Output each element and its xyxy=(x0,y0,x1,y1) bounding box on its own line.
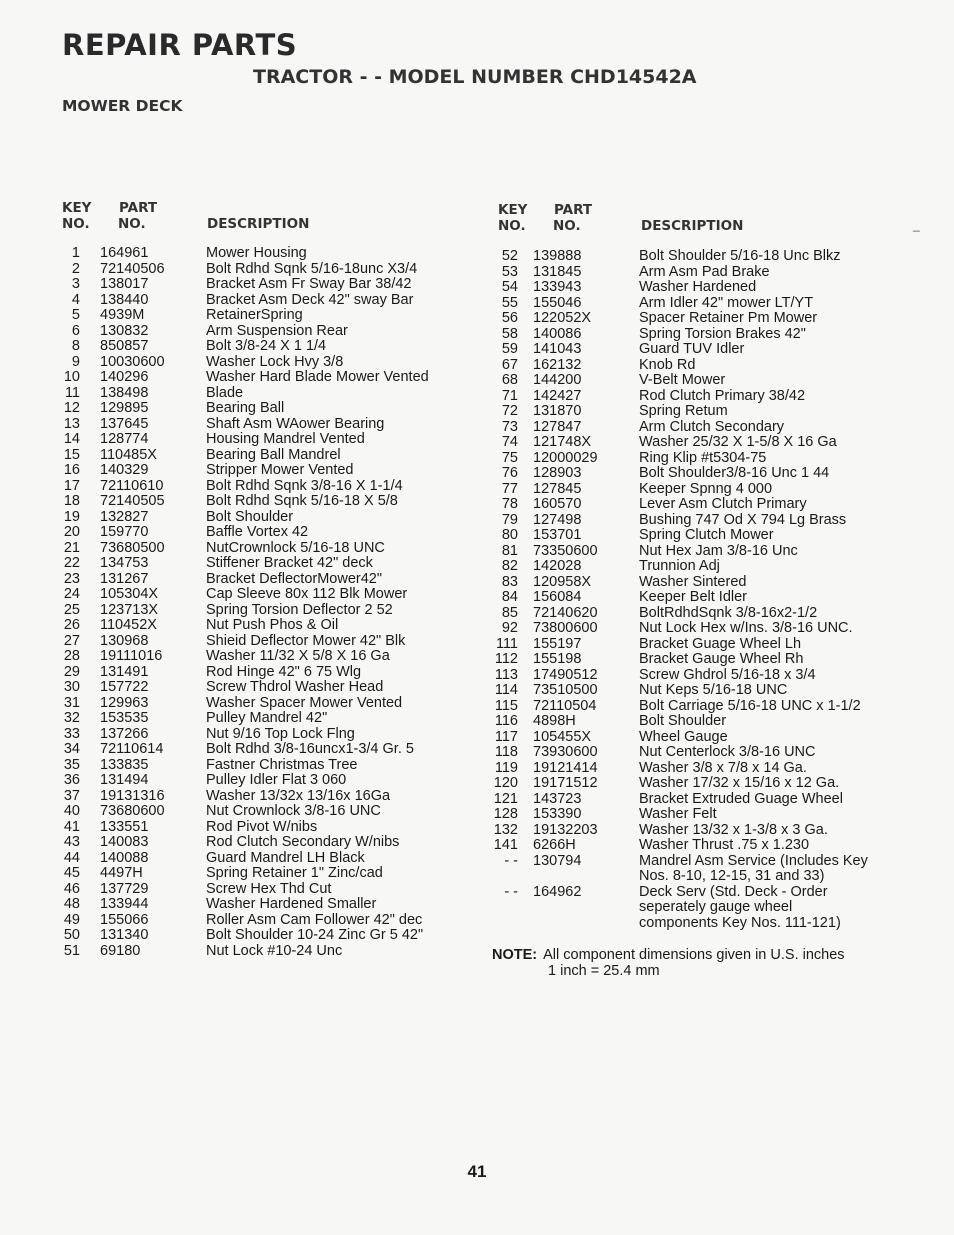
part-description: Cap Sleeve 80x 112 Blk Mower xyxy=(206,586,408,602)
part-description: Washer Spacer Mower Vented xyxy=(206,694,403,711)
part-number: 127847 xyxy=(533,418,582,435)
part-number: 4939M xyxy=(100,307,145,323)
part-number: 137645 xyxy=(100,415,149,432)
part-number: 134753 xyxy=(100,555,149,571)
part-number: 159770 xyxy=(100,524,149,540)
key-number: 113 xyxy=(494,666,518,683)
part-number: 73930600 xyxy=(533,744,598,760)
key-number: 73 xyxy=(501,418,518,435)
part-number: 131494 xyxy=(100,772,149,788)
part-description: Rod Hinge 42" 6 75 Wlg xyxy=(206,663,362,680)
part-description: Arm Idler 42" mower LT/YT xyxy=(639,294,814,311)
part-number: 133551 xyxy=(100,818,149,835)
part-description: Pulley Mandrel 42" xyxy=(206,710,328,726)
key-number: 15 xyxy=(63,446,80,463)
part-description: Guard Mandrel LH Black xyxy=(206,849,365,866)
part-description: components Key Nos. 111-121) xyxy=(639,914,841,931)
part-description: Washer Felt xyxy=(639,806,717,822)
part-number: 73350600 xyxy=(533,542,598,559)
part-description: Stripper Mower Vented xyxy=(206,462,354,478)
part-description: Washer 25/32 X 1-5/8 X 16 Ga xyxy=(639,434,837,450)
right-part-header xyxy=(553,202,592,234)
part-description: Roller Asm Cam Follower 42" dec xyxy=(206,911,423,928)
part-description: Washer Sintered xyxy=(639,573,747,590)
part-number: 133835 xyxy=(100,756,149,773)
part-number: 6266H xyxy=(533,837,576,853)
key-number: 76 xyxy=(501,465,518,481)
key-number: 67 xyxy=(501,356,518,373)
key-number: 111 xyxy=(495,635,518,652)
part-description: Deck Serv (Std. Deck - Order xyxy=(639,883,828,900)
key-number: 40 xyxy=(63,803,80,819)
part-description: Wheel Gauge xyxy=(639,728,728,745)
left-part-no-label: NO. xyxy=(118,216,146,232)
part-description: Nut Crownlock 3/8-16 UNC xyxy=(206,803,381,819)
part-number: 10030600 xyxy=(100,353,165,370)
part-number: 72110614 xyxy=(100,741,164,757)
key-number: 28 xyxy=(63,648,80,664)
part-description: Nut Centerlock 3/8-16 UNC xyxy=(639,744,816,760)
part-number: 142427 xyxy=(533,387,582,404)
part-number: 140329 xyxy=(100,462,149,478)
part-number: 130968 xyxy=(100,632,149,649)
part-description: Spring Torsion Brakes 42" xyxy=(639,325,806,342)
key-number: 54 xyxy=(501,279,518,295)
key-number: 45 xyxy=(63,865,80,881)
key-number: 85 xyxy=(501,604,518,621)
key-number: 128 xyxy=(493,806,518,822)
key-number: - - xyxy=(504,883,518,900)
key-number: 118 xyxy=(494,744,518,760)
part-number: 127845 xyxy=(533,480,582,497)
key-number: 74 xyxy=(501,434,518,450)
part-description: Rod Pivot W/nibs xyxy=(206,818,318,835)
part-number: 850857 xyxy=(100,338,149,354)
part-description: Bushing 747 Od X 794 Lg Brass xyxy=(639,511,847,528)
part-description: Baffle Vortex 42 xyxy=(206,524,309,540)
part-description: Lever Asm Clutch Primary xyxy=(639,496,807,512)
key-number: 4 xyxy=(71,291,80,308)
key-number: 9 xyxy=(71,353,80,370)
key-number: 24 xyxy=(63,586,80,602)
key-number: 84 xyxy=(501,589,518,605)
key-number: 58 xyxy=(501,325,518,342)
key-number: 82 xyxy=(501,558,518,574)
part-description: Bolt Shoulder3/8-16 Unc 1 44 xyxy=(639,465,830,481)
key-number: 34 xyxy=(63,741,80,757)
part-number: 69180 xyxy=(100,942,141,959)
part-number: 162132 xyxy=(533,356,582,373)
key-number: 26 xyxy=(63,617,80,633)
key-number: 51 xyxy=(63,942,80,959)
part-description: Bolt Rdhd Sqnk 5/16-18unc X3/4 xyxy=(206,260,418,277)
part-description: Bracket Asm Deck 42" sway Bar xyxy=(206,291,414,308)
section-heading: MOWER DECK xyxy=(62,97,183,115)
key-number: 27 xyxy=(63,632,80,649)
part-number: 137729 xyxy=(100,880,149,897)
key-number: 44 xyxy=(63,849,80,866)
left-key-label: KEY xyxy=(62,200,92,216)
part-number: 105455X xyxy=(533,728,592,745)
part-description: Nut Lock Hex w/Ins. 3/8-16 UNC. xyxy=(639,620,853,636)
part-description: Nut Lock #10-24 Unc xyxy=(206,942,343,959)
part-description: Ring Klip #t5304-75 xyxy=(639,449,767,466)
part-number: 137266 xyxy=(100,725,149,742)
key-number: 53 xyxy=(501,263,518,280)
part-description: Spring Torsion Deflector 2 52 xyxy=(206,601,393,618)
part-description: Bolt Carriage 5/16-18 UNC x 1-1/2 xyxy=(639,697,861,714)
key-number: 55 xyxy=(501,294,518,311)
part-description: Spacer Retainer Pm Mower xyxy=(639,310,818,326)
key-number: 5 xyxy=(71,307,80,323)
part-number: 153701 xyxy=(533,527,582,543)
part-description: Bracket Gauge Wheel Rh xyxy=(639,651,804,667)
key-number: 80 xyxy=(501,527,518,543)
part-number: 129895 xyxy=(100,400,149,416)
part-description: Screw Hex Thd Cut xyxy=(206,880,332,897)
part-description: Washer 13/32 x 1-3/8 x 3 Ga. xyxy=(639,821,828,838)
part-description: Trunnion Adj xyxy=(639,558,720,574)
part-description: Washer Hardened Smaller xyxy=(206,896,377,912)
part-number: 72110610 xyxy=(100,477,164,494)
part-description: Nut Keps 5/16-18 UNC xyxy=(639,682,788,698)
right-desc-header: DESCRIPTION xyxy=(641,218,744,234)
part-description: RetainerSpring xyxy=(206,307,303,323)
key-number: 20 xyxy=(63,524,80,540)
part-number: 122052X xyxy=(533,310,592,326)
key-number: 8 xyxy=(71,338,80,354)
part-description: Bracket Extruded Guage Wheel xyxy=(639,790,843,807)
part-number: 143723 xyxy=(533,790,582,807)
part-number: 131491 xyxy=(100,663,149,680)
part-number: 120958X xyxy=(533,573,592,590)
part-description: Arm Clutch Secondary xyxy=(639,418,785,435)
part-number: 155198 xyxy=(533,651,582,667)
key-number: 29 xyxy=(63,663,80,680)
key-number: 68 xyxy=(501,372,518,388)
part-description: Nos. 8-10, 12-15, 31 and 33) xyxy=(639,868,825,884)
key-number: 19 xyxy=(63,508,80,525)
part-description: Blade xyxy=(206,384,244,401)
part-number: 140296 xyxy=(100,369,149,385)
key-number: 52 xyxy=(501,248,518,264)
part-number: 129963 xyxy=(100,694,149,711)
part-description: Bracket Asm Fr Sway Bar 38/42 xyxy=(206,276,412,292)
part-number: 121748X xyxy=(533,434,592,450)
part-number: 73680600 xyxy=(100,803,165,819)
part-number: 12000029 xyxy=(533,449,598,466)
part-description: Mandrel Asm Service (Includes Key xyxy=(639,852,868,869)
part-description: Guard TUV Idler xyxy=(639,341,745,357)
part-description: Mower Housing xyxy=(206,245,307,261)
part-number: 128903 xyxy=(533,465,582,481)
key-number: 17 xyxy=(63,477,80,494)
key-number: 79 xyxy=(501,511,518,528)
part-number: 72140620 xyxy=(533,604,598,621)
part-number: 4898H xyxy=(533,713,576,729)
part-description: Washer Hard Blade Mower Vented xyxy=(206,369,429,385)
part-number: 4497H xyxy=(100,865,143,881)
key-number: 115 xyxy=(494,697,518,714)
part-description: Housing Mandrel Vented xyxy=(206,431,365,447)
key-number: 59 xyxy=(501,341,518,357)
part-description: Pulley Idler Flat 3 060 xyxy=(206,772,347,788)
part-description: Rod Clutch Primary 38/42 xyxy=(639,387,806,404)
part-description: Bolt Shoulder 10-24 Zinc Gr 5 42" xyxy=(206,927,424,943)
part-description: Keeper Spnng 4 000 xyxy=(639,480,773,497)
part-description: Bracket DeflectorMower42" xyxy=(206,570,382,587)
key-number: 31 xyxy=(63,694,80,711)
part-description: Washer Hardened xyxy=(639,279,757,295)
key-number: 141 xyxy=(493,837,518,853)
part-number: 164962 xyxy=(533,883,582,900)
note-line2: 1 inch = 25.4 mm xyxy=(548,963,660,979)
page-number: 41 xyxy=(467,1162,487,1181)
key-number: 92 xyxy=(501,620,518,636)
part-description: Nut Hex Jam 3/8-16 Unc xyxy=(639,542,798,559)
right-key-header xyxy=(498,202,527,234)
part-description: Screw Ghdrol 5/16-18 x 3/4 xyxy=(639,666,816,683)
part-description: Nut Push Phos & Oil xyxy=(206,617,339,633)
part-number: 127498 xyxy=(533,511,582,528)
part-description: Bolt Rdhd Sqnk 5/16-18 X 5/8 xyxy=(206,493,398,509)
part-number: 72140505 xyxy=(100,493,165,509)
part-description: Washer 11/32 X 5/8 X 16 Ga xyxy=(206,648,390,664)
part-number: 131870 xyxy=(533,403,582,419)
part-description: Fastner Christmas Tree xyxy=(206,756,358,773)
part-number: 110452X xyxy=(100,617,157,633)
key-number: 18 xyxy=(63,493,80,509)
part-description: Spring Clutch Mower xyxy=(639,527,774,543)
part-number: 132827 xyxy=(100,508,149,525)
part-description: Nut 9/16 Top Lock Flng xyxy=(206,725,355,742)
part-number: 130794 xyxy=(533,852,582,869)
key-number: 3 xyxy=(71,276,80,292)
key-number: 13 xyxy=(63,415,80,432)
key-number: 12 xyxy=(63,400,80,416)
part-description: Washer Lock Hvy 3/8 xyxy=(206,353,344,370)
key-number: 21 xyxy=(63,539,80,556)
key-number: 72 xyxy=(501,403,518,419)
key-number: 14 xyxy=(63,431,80,447)
part-description: Bolt Shoulder 5/16-18 Unc Blkz xyxy=(639,248,841,264)
part-number: 160570 xyxy=(533,496,582,512)
part-description: Spring Retum xyxy=(639,403,728,419)
key-number: 2 xyxy=(71,260,80,277)
part-number: 72110504 xyxy=(533,697,597,714)
key-number: 75 xyxy=(501,449,518,466)
part-number: 19121414 xyxy=(533,759,598,776)
key-number: 119 xyxy=(494,759,518,776)
key-number: 25 xyxy=(63,601,80,618)
part-number: 141043 xyxy=(533,341,582,357)
model-subtitle: TRACTOR - - MODEL NUMBER CHD14542A xyxy=(253,66,697,88)
part-description: Spring Retainer 1" Zinc/cad xyxy=(206,865,383,881)
part-number: 19171512 xyxy=(533,775,598,791)
right-part-no-label: NO. xyxy=(553,218,581,234)
part-number: 128774 xyxy=(100,431,149,447)
part-number: 139888 xyxy=(533,248,582,264)
key-number: 49 xyxy=(63,911,80,928)
part-number: 72140506 xyxy=(100,260,165,277)
key-number: 50 xyxy=(63,927,80,943)
part-number: 155066 xyxy=(100,911,149,928)
key-number: 43 xyxy=(63,834,80,850)
part-description: NutCrownlock 5/16-18 UNC xyxy=(206,539,385,556)
part-number: 155197 xyxy=(533,635,582,652)
key-number: 48 xyxy=(63,896,80,912)
key-number: 117 xyxy=(494,728,518,745)
key-number: 22 xyxy=(63,555,80,571)
part-description: Arm Asm Pad Brake xyxy=(639,263,770,280)
key-number: 30 xyxy=(63,679,80,695)
part-description: Knob Rd xyxy=(639,356,696,373)
part-number: 19131316 xyxy=(100,787,165,804)
key-number: 33 xyxy=(63,725,80,742)
key-number: 116 xyxy=(494,713,518,729)
part-number: 142028 xyxy=(533,558,582,574)
part-description: Keeper Belt Idler xyxy=(639,589,748,605)
part-description: Washer Thrust .75 x 1.230 xyxy=(639,837,810,853)
note-line1: All component dimensions given in U.S. inches xyxy=(543,947,845,963)
key-number: 1 xyxy=(71,245,80,261)
part-number: 156084 xyxy=(533,589,582,605)
part-description: Washer 3/8 x 7/8 x 14 Ga. xyxy=(639,759,807,776)
part-number: 140083 xyxy=(100,834,149,850)
part-number: 73800600 xyxy=(533,620,598,636)
part-description: Rod Clutch Secondary W/nibs xyxy=(206,834,400,850)
part-description: V-Belt Mower xyxy=(639,372,726,388)
note-label: NOTE: xyxy=(492,947,538,963)
part-number: 123713X xyxy=(100,601,159,618)
part-number: 110485X xyxy=(100,446,157,463)
part-number: 73680500 xyxy=(100,539,165,556)
key-number: 71 xyxy=(501,387,518,404)
part-description: BoltRdhdSqnk 3/8-16x2-1/2 xyxy=(639,604,818,621)
key-number: 11 xyxy=(64,384,80,401)
key-number: 41 xyxy=(63,818,80,835)
part-number: 155046 xyxy=(533,294,582,311)
left-key-header xyxy=(62,200,91,232)
part-description: Bolt 3/8-24 X 1 1/4 xyxy=(206,338,327,354)
part-number: 105304X xyxy=(100,586,159,602)
part-number: 153535 xyxy=(100,710,149,726)
part-description: Washer 13/32x 13/16x 16Ga xyxy=(206,787,391,804)
key-number: 83 xyxy=(501,573,518,590)
part-description: Bearing Ball xyxy=(206,400,285,416)
part-description: Screw Thdrol Washer Head xyxy=(206,679,384,695)
part-description: Arm Suspension Rear xyxy=(206,322,348,339)
left-part-label: PART xyxy=(119,200,158,216)
key-number: 35 xyxy=(63,756,80,773)
left-key-no-label: NO. xyxy=(62,216,90,232)
part-number: 140086 xyxy=(533,325,582,342)
part-number: 19111016 xyxy=(100,648,163,664)
part-number: 131340 xyxy=(100,927,149,943)
right-key-label: KEY xyxy=(498,202,528,218)
part-number: 131267 xyxy=(100,570,149,587)
part-number: 130832 xyxy=(100,322,149,339)
key-number: 78 xyxy=(501,496,518,512)
key-number: 121 xyxy=(493,790,518,807)
right-part-label: PART xyxy=(554,202,593,218)
part-description: seperately gauge wheel xyxy=(639,899,793,915)
part-number: 133943 xyxy=(533,279,582,295)
key-number: - - xyxy=(504,852,518,869)
key-number: 32 xyxy=(63,710,80,726)
key-number: 114 xyxy=(494,682,518,698)
key-number: 37 xyxy=(63,787,80,804)
part-description: Stiffener Bracket 42" deck xyxy=(206,555,373,571)
note-block xyxy=(492,947,845,979)
part-description: Bolt Rdhd 3/8-16uncx1-3/4 Gr. 5 xyxy=(206,741,414,757)
right-key-no-label: NO. xyxy=(498,218,526,234)
margin-dash: _ xyxy=(913,218,920,232)
key-number: 81 xyxy=(501,542,518,559)
part-description: Bolt Shoulder xyxy=(639,713,727,729)
part-description: Washer 17/32 x 15/16 x 12 Ga. xyxy=(639,775,840,791)
key-number: 112 xyxy=(494,651,518,667)
key-number: 16 xyxy=(63,462,80,478)
key-number: 132 xyxy=(493,821,518,838)
page-title: REPAIR PARTS xyxy=(62,28,298,62)
part-number: 157722 xyxy=(100,679,149,695)
part-number: 140088 xyxy=(100,849,149,866)
key-number: 23 xyxy=(63,570,80,587)
part-number: 17490512 xyxy=(533,666,598,683)
part-number: 131845 xyxy=(533,263,582,280)
key-number: 36 xyxy=(63,772,80,788)
key-number: 10 xyxy=(63,369,80,385)
part-number: 138440 xyxy=(100,291,149,308)
part-number: 133944 xyxy=(100,896,149,912)
part-number: 164961 xyxy=(100,245,149,261)
left-part-header xyxy=(118,200,157,232)
key-number: 6 xyxy=(71,322,80,339)
part-number: 73510500 xyxy=(533,682,598,698)
part-description: Bearing Ball Mandrel xyxy=(206,446,341,463)
part-number: 153390 xyxy=(533,806,582,822)
key-number: 120 xyxy=(493,775,518,791)
key-number: 77 xyxy=(501,480,518,497)
part-description: Bolt Rdhd Sqnk 3/8-16 X 1-1/4 xyxy=(206,477,403,494)
part-description: Bracket Guage Wheel Lh xyxy=(639,635,802,652)
part-description: Shaft Asm WAower Bearing xyxy=(206,415,385,432)
key-number: 56 xyxy=(501,310,518,326)
part-number: 138017 xyxy=(100,276,149,292)
left-desc-header: DESCRIPTION xyxy=(207,216,310,232)
part-number: 19132203 xyxy=(533,821,598,838)
part-description: Shieid Deflector Mower 42" Blk xyxy=(206,632,406,649)
part-number: 144200 xyxy=(533,372,582,388)
part-description: Bolt Shoulder xyxy=(206,508,294,525)
part-number: 138498 xyxy=(100,384,149,401)
key-number: 46 xyxy=(63,880,80,897)
